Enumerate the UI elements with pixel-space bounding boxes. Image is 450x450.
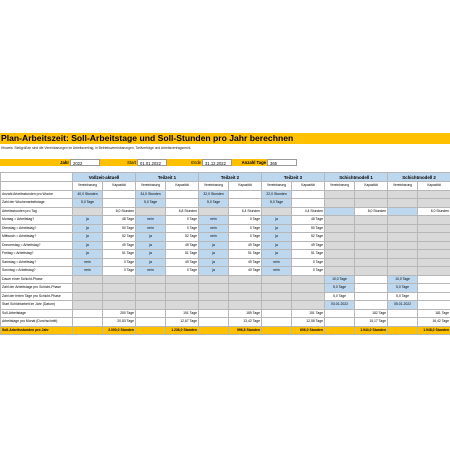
input-cell[interactable]: ja — [199, 267, 229, 276]
table-row — [1, 301, 450, 310]
row-label: Dienstag = Arbeitstag? — [1, 224, 73, 233]
row-label: Arbeitsstunden pro Tag — [1, 207, 73, 216]
value-cell: 0 Tage — [229, 216, 262, 225]
input-cell[interactable]: 03.01.2022 — [325, 301, 355, 310]
value-cell — [199, 292, 229, 301]
value-cell: 48 Tage — [103, 216, 136, 225]
total-value: 1.948,0 Stunden — [418, 326, 450, 335]
value-cell: 181 Tage — [418, 309, 450, 318]
input-cell[interactable]: ja — [136, 241, 166, 250]
subheader-kapazitaet: Kapazität — [292, 182, 325, 191]
year-input[interactable]: 2022 — [70, 159, 100, 166]
value-cell: 6,4 Stunden — [229, 207, 262, 216]
subheader-kapazitaet: Kapazität — [103, 182, 136, 191]
value-cell: 13,42 Tage — [229, 318, 262, 327]
value-cell — [292, 275, 325, 284]
input-cell[interactable]: ja — [73, 241, 103, 250]
input-cell[interactable]: 5,0 Tage — [325, 284, 355, 293]
value-cell — [418, 216, 450, 225]
value-cell: 52 Tage — [103, 233, 136, 242]
value-cell — [388, 309, 418, 318]
sheet-subtitle: Hinweis: Stellgrößen sind die Vereinbarungen im Arbeitsvertrag, in Betriebsvereinbarungen, Tarifverträge und Arbeitsvertragsrecht. — [1, 146, 192, 150]
value-cell: 5,0 Tage — [388, 292, 418, 301]
value-cell — [229, 199, 262, 208]
row-label: Zahl der freien Tage pro Schicht-Phase — [1, 292, 73, 301]
row-label: Sonntag = Arbeitstag? — [1, 267, 73, 276]
value-cell — [103, 199, 136, 208]
value-cell — [73, 292, 103, 301]
input-cell[interactable]: 5,0 Tage — [136, 199, 166, 208]
day-count-value: 365 — [267, 159, 297, 166]
input-cell[interactable]: nein — [136, 216, 166, 225]
value-cell: 52 Tage — [166, 233, 199, 242]
input-cell[interactable] — [388, 207, 418, 216]
value-cell — [418, 233, 450, 242]
value-cell — [166, 199, 199, 208]
value-cell: 0 Tage — [166, 224, 199, 233]
input-cell[interactable]: nein — [199, 233, 229, 242]
table-row — [1, 207, 450, 216]
input-cell[interactable]: 10,0 Tage — [388, 275, 418, 284]
input-cell[interactable]: nein — [262, 267, 292, 276]
subheader-vereinbarung: Vereinbarung — [136, 182, 166, 191]
value-cell — [418, 267, 450, 276]
input-cell[interactable]: ja — [262, 250, 292, 259]
model-header-row — [1, 173, 450, 182]
value-cell: 151 Tage — [166, 309, 199, 318]
total-spacer — [325, 326, 355, 335]
value-cell — [355, 250, 388, 259]
value-cell — [418, 224, 450, 233]
value-cell — [388, 216, 418, 225]
total-value: 606,0 Stunden — [292, 326, 325, 335]
value-cell: 0 Tage — [292, 267, 325, 276]
corner-cell — [1, 173, 73, 182]
value-cell: 8,0 Stunden — [103, 207, 136, 216]
value-cell: 40 Tage — [229, 267, 262, 276]
value-cell — [355, 301, 388, 310]
value-cell: 49 Tage — [166, 258, 199, 267]
value-cell: 48 Tage — [292, 216, 325, 225]
value-cell: 182 Tage — [355, 309, 388, 318]
row-label: Freitag = Arbeitstag? — [1, 250, 73, 259]
row-label: Soll-Arbeitstage — [1, 309, 73, 318]
value-cell — [325, 241, 355, 250]
value-cell — [418, 292, 450, 301]
value-cell — [103, 284, 136, 293]
value-cell: 6,8 Stunden — [166, 207, 199, 216]
value-cell — [388, 233, 418, 242]
value-cell — [355, 284, 388, 293]
input-cell[interactable]: ja — [262, 216, 292, 225]
value-cell — [73, 318, 103, 327]
value-cell — [103, 275, 136, 284]
value-cell — [262, 301, 292, 310]
planning-table — [0, 172, 450, 335]
input-cell[interactable]: 5,0 Tage — [199, 199, 229, 208]
value-cell: 0 Tage — [166, 267, 199, 276]
value-cell — [73, 309, 103, 318]
table-row — [1, 233, 450, 242]
value-cell — [73, 207, 103, 216]
input-cell[interactable]: ja — [199, 241, 229, 250]
row-label: Samstag = Arbeitstag? — [1, 258, 73, 267]
value-cell — [388, 258, 418, 267]
value-cell — [292, 199, 325, 208]
value-cell — [355, 267, 388, 276]
value-cell — [262, 207, 292, 216]
subheader-vereinbarung: Vereinbarung — [388, 182, 418, 191]
input-cell[interactable]: ja — [199, 258, 229, 267]
value-cell — [292, 301, 325, 310]
total-spacer — [388, 326, 418, 335]
value-cell: 0 Tage — [103, 267, 136, 276]
input-cell[interactable]: 22,0 Stunden — [262, 190, 292, 199]
value-cell — [325, 258, 355, 267]
value-cell — [388, 241, 418, 250]
value-cell — [136, 284, 166, 293]
value-cell — [355, 241, 388, 250]
value-cell — [166, 190, 199, 199]
row-label: Mittwoch = Arbeitstag? — [1, 233, 73, 242]
table-row — [1, 258, 450, 267]
value-cell — [229, 292, 262, 301]
value-cell: 51 Tage — [166, 250, 199, 259]
input-cell[interactable]: ja — [73, 233, 103, 242]
value-cell — [355, 233, 388, 242]
value-cell — [355, 216, 388, 225]
value-cell: 0 Tage — [229, 233, 262, 242]
value-cell: 49 Tage — [229, 258, 262, 267]
table-row — [1, 190, 450, 199]
input-cell[interactable]: nein — [73, 267, 103, 276]
input-cell[interactable]: 40,0 Stunden — [73, 190, 103, 199]
value-cell — [355, 275, 388, 284]
total-value: 2.000,0 Stunden — [103, 326, 136, 335]
input-cell[interactable]: ja — [262, 241, 292, 250]
value-cell — [325, 216, 355, 225]
total-spacer — [199, 326, 229, 335]
input-cell[interactable]: 05.01.2022 — [388, 301, 418, 310]
value-cell — [103, 292, 136, 301]
table-row — [1, 309, 450, 318]
model-header: Teilzeit 3 — [262, 173, 325, 182]
value-cell — [325, 224, 355, 233]
value-cell: 20,83 Tage — [103, 318, 136, 327]
value-cell: 0 Tage — [103, 258, 136, 267]
value-cell: 189 Tage — [229, 309, 262, 318]
corner-cell — [1, 182, 73, 191]
value-cell — [418, 284, 450, 293]
row-label: Anzahl Arbeitsstunden pro Woche — [1, 190, 73, 199]
value-cell — [166, 275, 199, 284]
subheader-kapazitaet: Kapazität — [229, 182, 262, 191]
end-date-field[interactable]: 31.12.2022 — [202, 159, 232, 166]
table-row — [1, 250, 450, 259]
input-cell[interactable]: ja — [136, 233, 166, 242]
value-cell: 8,0 Stunden — [355, 207, 388, 216]
value-cell — [292, 292, 325, 301]
value-cell — [418, 258, 450, 267]
total-value: 996,8 Stunden — [229, 326, 262, 335]
input-cell[interactable]: nein — [136, 267, 166, 276]
table-row — [1, 224, 450, 233]
table-row — [1, 284, 450, 293]
value-cell: 5,0 Tage — [325, 292, 355, 301]
subheader-kapazitaet: Kapazität — [418, 182, 450, 191]
value-cell — [325, 250, 355, 259]
input-cell[interactable]: 10,0 Tage — [325, 275, 355, 284]
value-cell — [388, 199, 418, 208]
value-cell — [229, 301, 262, 310]
input-cell[interactable]: nein — [262, 258, 292, 267]
value-cell — [136, 207, 166, 216]
value-cell — [292, 284, 325, 293]
value-cell — [229, 275, 262, 284]
value-cell — [199, 284, 229, 293]
input-cell[interactable]: 5,0 Tage — [73, 199, 103, 208]
subheader-kapazitaet: Kapazität — [355, 182, 388, 191]
value-cell: 49 Tage — [292, 241, 325, 250]
end-label: Ende — [167, 159, 202, 166]
table-row — [1, 216, 450, 225]
value-cell — [199, 318, 229, 327]
value-cell — [325, 267, 355, 276]
input-cell[interactable]: ja — [199, 250, 229, 259]
value-cell — [136, 309, 166, 318]
value-cell — [418, 301, 450, 310]
value-cell — [136, 292, 166, 301]
value-cell — [103, 190, 136, 199]
value-cell — [73, 301, 103, 310]
input-cell[interactable]: 5,0 Tage — [262, 199, 292, 208]
input-cell[interactable]: 5,0 Tage — [388, 284, 418, 293]
value-cell — [199, 207, 229, 216]
value-cell — [73, 275, 103, 284]
value-cell — [388, 267, 418, 276]
value-cell — [262, 284, 292, 293]
total-value: 1.944,0 Stunden — [355, 326, 388, 335]
model-header: Schichtmodell 1 — [325, 173, 388, 182]
value-cell — [325, 309, 355, 318]
value-cell: 15,17 Tage — [355, 318, 388, 327]
value-cell — [136, 318, 166, 327]
year-label: Jahr — [0, 159, 70, 166]
input-cell[interactable]: ja — [73, 224, 103, 233]
value-cell — [166, 301, 199, 310]
start-label: Start — [100, 159, 137, 166]
value-cell — [418, 241, 450, 250]
row-label: Montag = Arbeitstag? — [1, 216, 73, 225]
value-cell: 52 Tage — [292, 233, 325, 242]
value-cell: 0 Tage — [292, 258, 325, 267]
input-cell[interactable]: ja — [136, 250, 166, 259]
table-row — [1, 199, 450, 208]
value-cell: 4,4 Stunden — [292, 207, 325, 216]
subheader-vereinbarung: Vereinbarung — [325, 182, 355, 191]
day-count-label: Anzahl Tage — [232, 159, 267, 166]
input-cell[interactable]: ja — [136, 258, 166, 267]
input-cell[interactable]: nein — [73, 258, 103, 267]
value-cell — [388, 190, 418, 199]
value-cell — [136, 275, 166, 284]
value-cell: 12,67 Tage — [166, 318, 199, 327]
start-date-field[interactable]: 01.01.2022 — [137, 159, 167, 166]
input-cell[interactable]: nein — [136, 224, 166, 233]
value-cell: 0 Tage — [229, 224, 262, 233]
table-row — [1, 241, 450, 250]
value-cell: 50 Tage — [103, 224, 136, 233]
value-cell — [229, 190, 262, 199]
value-cell — [166, 292, 199, 301]
value-cell — [418, 250, 450, 259]
row-label: Zahl der Wochenarbeitstage — [1, 199, 73, 208]
value-cell: 49 Tage — [166, 241, 199, 250]
value-cell: 16,42 Tage — [418, 318, 450, 327]
value-cell: 250 Tage — [103, 309, 136, 318]
value-cell — [418, 199, 450, 208]
row-label: Dauer einer Schicht-Phase — [1, 275, 73, 284]
value-cell — [355, 190, 388, 199]
model-header: Teilzeit 2 — [199, 173, 262, 182]
input-cell[interactable]: 34,0 Stunden — [136, 190, 166, 199]
value-cell — [355, 258, 388, 267]
value-cell — [292, 190, 325, 199]
input-cell[interactable]: ja — [262, 224, 292, 233]
value-cell: 50 Tage — [292, 224, 325, 233]
input-cell[interactable] — [325, 207, 355, 216]
value-cell — [418, 190, 450, 199]
subheader-vereinbarung: Vereinbarung — [262, 182, 292, 191]
value-cell: 8,0 Stunden — [418, 207, 450, 216]
value-cell — [355, 292, 388, 301]
value-cell — [199, 309, 229, 318]
value-cell — [262, 275, 292, 284]
value-cell — [166, 284, 199, 293]
value-cell — [103, 301, 136, 310]
subheader-kapazitaet: Kapazität — [166, 182, 199, 191]
model-header: Schichtmodell 2 — [388, 173, 450, 182]
value-cell — [199, 301, 229, 310]
input-cell[interactable]: 32,0 Stunden — [199, 190, 229, 199]
input-cell[interactable]: ja — [73, 250, 103, 259]
input-cell[interactable]: ja — [73, 216, 103, 225]
row-label: Start Schichtarbeit im Jahr (Datum) — [1, 301, 73, 310]
value-cell — [325, 318, 355, 327]
value-cell: 51 Tage — [229, 250, 262, 259]
row-label: Zahl der Arbeitstage pro Schicht-Phase — [1, 284, 73, 293]
value-cell — [388, 250, 418, 259]
model-header: Teilzeit 1 — [136, 173, 199, 182]
value-cell — [229, 284, 262, 293]
sheet-title: Plan-Arbeitszeit: Soll-Arbeitstage und Soll-Stunden pro Jahr berechnen — [0, 133, 450, 144]
total-spacer — [73, 326, 103, 335]
total-row — [1, 326, 450, 335]
total-value: 1.236,0 Stunden — [166, 326, 199, 335]
total-spacer — [136, 326, 166, 335]
value-cell — [325, 233, 355, 242]
table-row — [1, 292, 450, 301]
value-cell: 51 Tage — [292, 250, 325, 259]
subheader-vereinbarung: Vereinbarung — [199, 182, 229, 191]
model-header: Vollzeit-aktuell — [73, 173, 136, 182]
table-row — [1, 267, 450, 276]
value-cell: 49 Tage — [103, 241, 136, 250]
value-cell — [136, 301, 166, 310]
value-cell — [355, 224, 388, 233]
input-cell[interactable]: nein — [199, 224, 229, 233]
value-cell — [262, 318, 292, 327]
row-label: Donnerstag = Arbeitstag? — [1, 241, 73, 250]
subheader-row — [1, 182, 450, 191]
total-spacer — [262, 326, 292, 335]
value-cell — [73, 284, 103, 293]
subheader-vereinbarung: Vereinbarung — [73, 182, 103, 191]
value-cell — [325, 190, 355, 199]
value-cell — [418, 275, 450, 284]
table-row — [1, 275, 450, 284]
value-cell — [388, 318, 418, 327]
value-cell — [388, 224, 418, 233]
value-cell: 49 Tage — [229, 241, 262, 250]
value-cell — [199, 275, 229, 284]
total-label: Soll-Arbeitsstunden pro Jahr — [1, 326, 73, 335]
input-cell[interactable]: ja — [262, 233, 292, 242]
value-cell — [262, 292, 292, 301]
value-cell: 12,58 Tage — [292, 318, 325, 327]
value-cell: 0 Tage — [166, 216, 199, 225]
value-cell: 151 Tage — [292, 309, 325, 318]
value-cell — [355, 199, 388, 208]
row-label: Arbeitstage pro Monat (Durchschnitt) — [1, 318, 73, 327]
input-cell[interactable]: nein — [199, 216, 229, 225]
value-cell — [262, 309, 292, 318]
table-row — [1, 318, 450, 327]
value-cell: 51 Tage — [103, 250, 136, 259]
value-cell — [325, 199, 355, 208]
